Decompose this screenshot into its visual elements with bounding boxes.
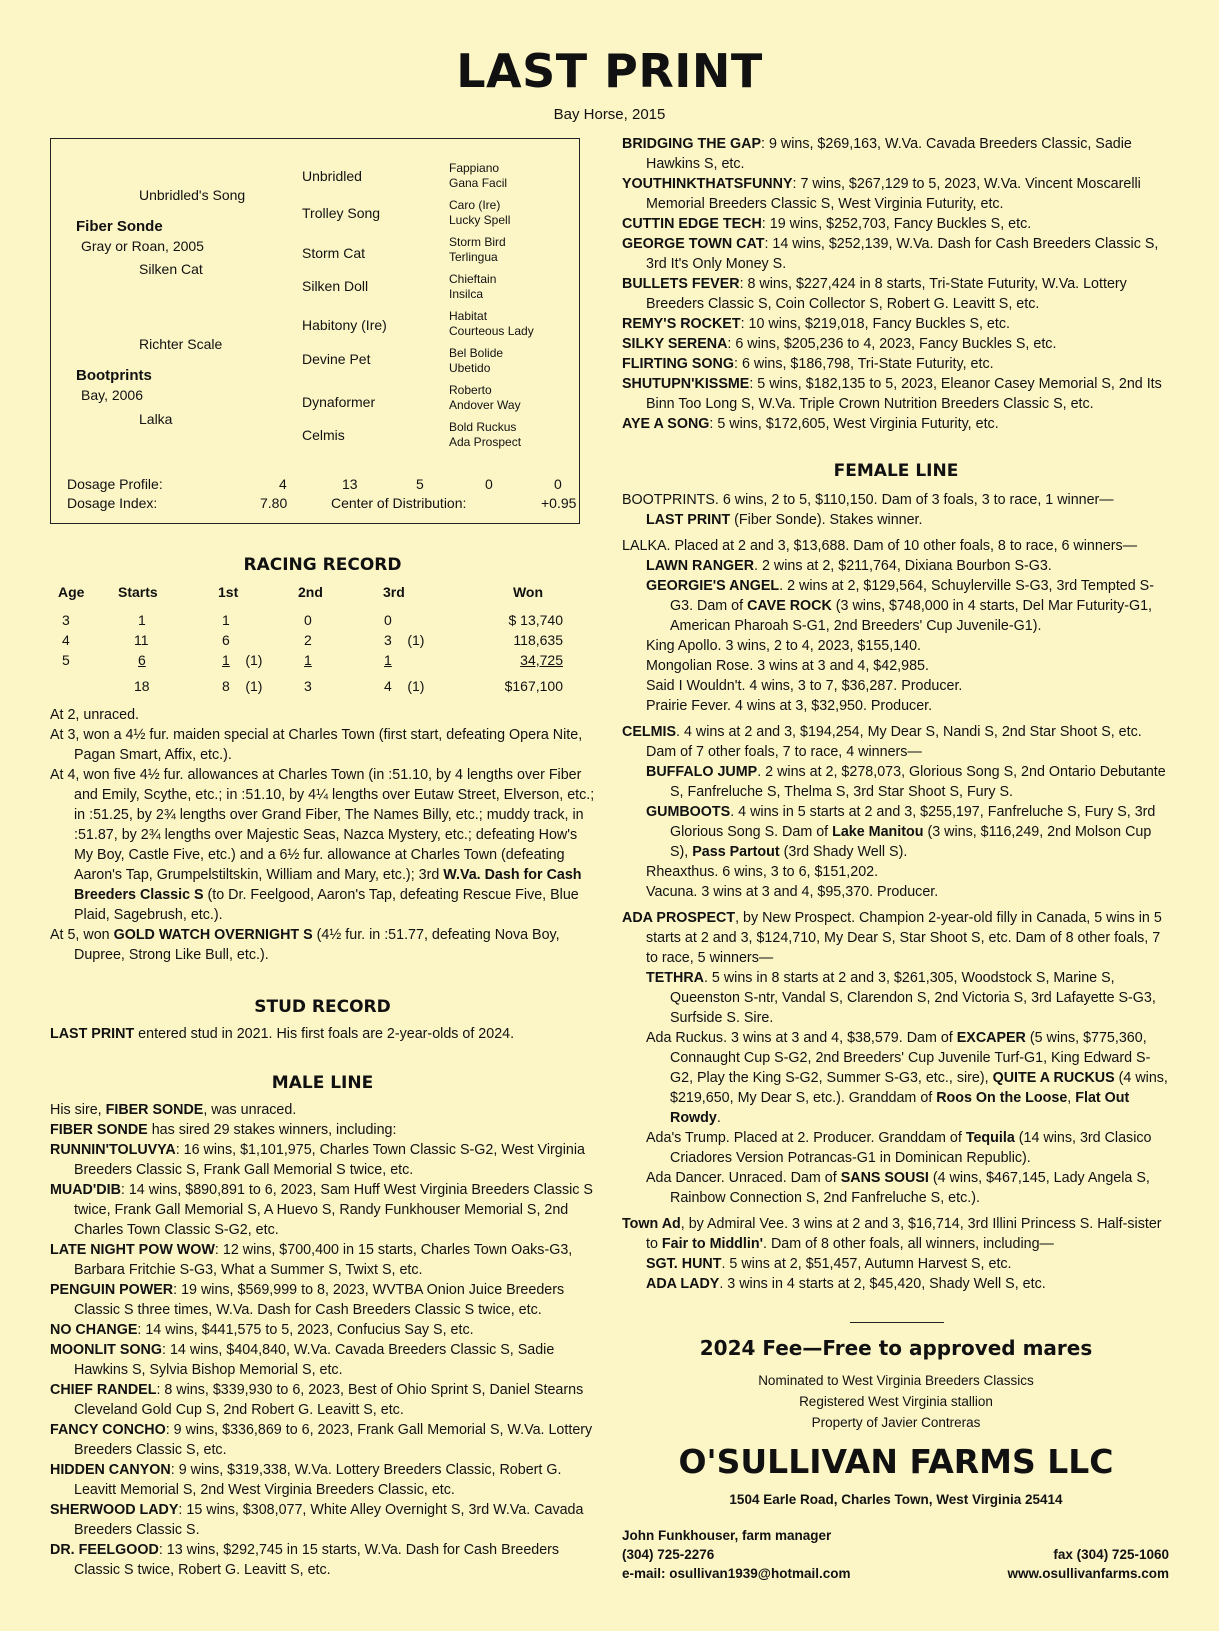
pedigree-g4: Courteous Lady	[449, 324, 534, 338]
pedigree-g2: Silken Cat	[139, 261, 203, 277]
pedigree-g3: Devine Pet	[302, 351, 371, 367]
pedigree-g3: Unbridled	[302, 168, 362, 184]
sire-name: Fiber Sonde	[76, 218, 163, 235]
dosage-profile-value: 5	[416, 476, 424, 492]
list-item: BULLETS FEVER: 8 wins, $227,424 in 8 starts, Tri-State Futurity, W.Va. Lottery Breeders Classic S, Coin Collector S, Robert G. Leavitt S, etc.	[622, 276, 1127, 312]
col-header: Starts	[118, 584, 158, 600]
table-row-total: 18 8 (1) 3 4 (1) $167,100	[134, 678, 563, 694]
farm-email[interactable]: e-mail: osullivan1939@hotmail.com	[622, 1566, 851, 1581]
pedigree-g4: Lucky Spell	[449, 213, 511, 227]
dam-desc: Bay, 2006	[81, 387, 144, 403]
dosage-profile-value: 13	[342, 476, 358, 492]
page-title: LAST PRINT	[456, 44, 763, 98]
pedigree-g3: Storm Cat	[302, 245, 366, 261]
pedigree-g2: Lalka	[139, 411, 173, 427]
pedigree-box	[50, 138, 580, 524]
farm-fax: fax (304) 725-1060	[1053, 1547, 1169, 1562]
racing-note: At 5, won GOLD WATCH OVERNIGHT S (4½ fur. in :51.77, defeating Nova Boy, Dupree, Strong Like Bull, etc.).	[50, 927, 560, 963]
racing-record-table	[58, 582, 563, 696]
pedigree-g4: Bold Ruckus	[449, 420, 517, 434]
pedigree-g4: Insilca	[449, 287, 484, 301]
pedigree-g4: Andover Way	[449, 398, 521, 412]
sire-desc: Gray or Roan, 2005	[81, 238, 204, 254]
list-item: DR. FEELGOOD: 13 wins, $292,745 in 15 starts, W.Va. Dash for Cash Breeders Classic S twice, Robert G. Leavitt S, etc.	[50, 1542, 560, 1578]
racing-record-heading: RACING RECORD	[243, 555, 402, 575]
list-item: MUAD'DIB: 14 wins, $890,891 to 6, 2023, Sam Huff West Virginia Breeders Classic S twice, Frank Gall Memorial S, A Huevo S, Randy Funkhouser Memorial S, 2nd Charles Town Classic S-G2, etc.	[50, 1182, 593, 1238]
col-header: Age	[58, 584, 85, 600]
horse-description: Bay Horse, 2015	[553, 106, 666, 123]
stud-record-heading: STUD RECORD	[254, 997, 391, 1017]
pedigree-g4: Habitat	[449, 309, 488, 323]
pedigree-g4: Bel Bolide	[449, 346, 504, 360]
pedigree-g3: Celmis	[302, 427, 345, 443]
list-item: HIDDEN CANYON: 9 wins, $319,338, W.Va. Lottery Breeders Classic, Robert G. Leavitt Memorial S, 2nd West Virginia Breeders Classic, etc.	[50, 1462, 562, 1498]
pedigree-g4: Gana Facil	[449, 176, 508, 190]
list-item: FLIRTING SONG: 6 wins, $186,798, Tri-State Futurity, etc.	[622, 356, 994, 372]
pedigree-g4: Storm Bird	[449, 235, 506, 249]
farm-phone: (304) 725-2276	[622, 1547, 715, 1562]
male-line-left: His sire, FIBER SONDE, was unraced. FIBER SONDE has sired 29 stakes winners, including: RUNNIN'TOLUVYA: 16 wins, $1,101,975, Charles Town Classic S-G2, West Virginia Breeders Classic S, Frank Gall Memorial S twice, etc. MUAD'DIB: 14 wins, $890,891 to 6, 2023, Sam Huff West Virginia Breeders Classic S twice, Frank Gall Memorial S, A Huevo S, Randy Funkhouser Memorial S, 2nd Charles Town Classic S-G2, etc. LATE NIGHT POW WOW: 12 wins, $700,400 in 15 starts, Charles Town Oaks-G3, Barbara Fritchie S-G3, What a Summer S, Twixt S, etc. PENGUIN POWER: 19 wins, $569,999 to 8, 2023, WVTBA Onion Juice Breeders Classic S three times, W.Va. Dash for Cash Breeders Classic S twice, etc. NO CHANGE: 14 wins, $441,575 to 5, 2023, Confucius Say S, etc. MOONLIT SONG: 14 wins, $404,840, W.Va. Cavada Breeders Classic S, Sadie Hawkins S, Sylvia Bishop Memorial S, etc. CHIEF RANDEL: 8 wins, $339,930 to 6, 2023, Best of Ohio Sprint S, Daniel Stearns Cleveland Gold Cup S, 2nd Robert G. Leavitt S, etc. FANCY CONCHO: 9 wins, $336,869 to 6, 2023, Frank Gall Memorial S, W.Va. Lottery Breeders Classic S, etc. HIDDEN CANYON: 9 wins, $319,338, W.Va. Lottery Breeders Classic, Robert G. Leavitt Memorial S, 2nd West Virginia Breeders Classic, etc. SHERWOOD LADY: 15 wins, $308,077, White Alley Overnight S, 3rd W.Va. Cavada Breeders Classic S. DR. FEELGOOD: 13 wins, $292,745 in 15 starts, W.Va. Dash for Cash Breeders Classic S twice, Robert G. Leavitt S, etc.	[50, 1100, 598, 1580]
pedigree-g2: Richter Scale	[139, 336, 223, 352]
pedigree-g4: Ubetido	[449, 361, 491, 375]
list-item: BRIDGING THE GAP: 9 wins, $269,163, W.Va. Cavada Breeders Classic, Sadie Hawkins S, etc.	[622, 136, 1132, 172]
pedigree-g4: Ada Prospect	[449, 435, 522, 449]
female-line-heading: FEMALE LINE	[833, 461, 959, 481]
list-item: MOONLIT SONG: 14 wins, $404,840, W.Va. Cavada Breeders Classic S, Sadie Hawkins S, Sylvia Bishop Memorial S, etc.	[50, 1342, 555, 1378]
female-line-text: BOOTPRINTS. 6 wins, 2 to 5, $110,150. Dam of 3 foals, 3 to race, 1 winner— LAST PRINT (Fiber Sonde). Stakes winner. LALKA. Placed at 2 and 3, $13,688. Dam of 10 other foals, 8 to race, 6 winners— LAWN RANGER. 2 wins at 2, $211,764, Dixiana Bourbon S-G3. GEORGIE'S ANGEL. 2 wins at 2, $129,564, Schuylerville S-G3, 3rd Tempted S-G3. Dam of CAVE ROCK (3 wins, $748,000 in 4 starts, Del Mar Futurity-G1, American Pharoah S-G1, 2nd Breeders' Cup Juvenile-G1). King Apollo. 3 wins, 2 to 4, 2023, $155,140. Mongolian Rose. 3 wins at 3 and 4, $42,985. Said I Wouldn't. 4 wins, 3 to 7, $36,287. Producer. Prairie Fever. 4 wins at 3, $32,950. Producer. CELMIS. 4 wins at 2 and 3, $194,254, My Dear S, Nandi S, 2nd Star Shoot S, etc. Dam of 7 other foals, 7 to race, 4 winners— BUFFALO JUMP. 2 wins at 2, $278,073, Glorious Song S, 2nd Ontario Debutante S, Fanfreluche S, Thelma S, 3rd Star Shoot S, Fury S. GUMBOOTS. 4 wins in 5 starts at 2 and 3, $255,197, Fanfreluche S, Fury S, 3rd Glorious Song S. Dam of Lake Manitou (3 wins, $116,249, 2nd Molson Cup S), Pass Partout (3rd Shady Well S). Rheaxthus. 6 wins, 3 to 6, $151,202. Vacuna. 3 wins at 3 and 4, $95,370. Producer. ADA PROSPECT, by New Prospect. Champion 2-year-old filly in Canada, 5 wins in 5 starts at 2 and 3, $124,710, My Dear S, Star Shoot S, etc. Dam of 8 other foals, 7 to race, 5 winners— TETHRA. 5 wins in 8 starts at 2 and 3, $261,305, Woodstock S, Marine S, Queenston S-ntr, Vandal S, Clarendon S, 2nd Victoria S, 3rd Lafayette S-G3, Surfside S. Sire. Ada Ruckus. 3 wins at 3 and 4, $38,579. Dam of EXCAPER (5 wins, $775,360, Connaught Cup S-G2, 2nd Breeders' Cup Juvenile Turf-G1, King Edward S-G2, Play the King S-G2, Summer S-G3, etc., sire), QUITE A RUCKUS (4 wins, $219,650, My Dear S, etc.). Granddam of Roos On the Loose, Flat Out Rowdy. Ada's Trump. Placed at 2. Producer. Granddam of Tequila (14 wins, 3rd Clasico Criadores Version Potrancas-G1 in Dominican Republic). Ada Dancer. Unraced. Dam of SANS SOUSI (4 wins, $467,145, Lady Angela S, Rainbow Connection S, 2nd Fanfreluche S, etc.). Town Ad, by Admiral Vee. 3 wins at 2 and 3, $16,714, 3rd Illini Princess S. Half-sister to Fair to Middlin'. Dam of 8 other foals, all winners, including— SGT. HUNT. 5 wins at 2, $51,457, Autumn Harvest S, etc. ADA LADY. 3 wins in 4 starts at 2, $45,420, Shady Well S, etc.	[622, 492, 1168, 1292]
pedigree-g3: Habitony (Ire)	[302, 317, 387, 333]
dosage-index-value: 7.80	[260, 495, 288, 511]
list-item: CUTTIN EDGE TECH: 19 wins, $252,703, Fancy Buckles S, etc.	[622, 216, 1032, 232]
cod-value: +0.95	[541, 495, 577, 511]
table-row: 5 6 1 (1) 1 1 34,725	[62, 652, 563, 668]
col-header: 1st	[218, 584, 239, 600]
male-line-right	[622, 134, 1170, 434]
pedigree-g4: Terlingua	[449, 250, 498, 264]
dosage-profile-value: 4	[279, 476, 287, 492]
farm-website[interactable]: www.osullivanfarms.com	[1007, 1566, 1169, 1581]
male-line-heading: MALE LINE	[271, 1073, 374, 1093]
farm-address: 1504 Earle Road, Charles Town, West Virginia 25414	[729, 1492, 1063, 1507]
cod-label: Center of Distribution:	[331, 495, 467, 511]
fee-title: 2024 Fee—Free to approved mares	[699, 1336, 1093, 1360]
list-item: CHIEF RANDEL: 8 wins, $339,930 to 6, 2023, Best of Ohio Sprint S, Daniel Stearns Cleveland Gold Cup S, 2nd Robert G. Leavitt S, etc.	[50, 1382, 584, 1418]
col-header: 3rd	[383, 584, 405, 600]
col-header: Won	[512, 584, 544, 600]
list-item: SHUTUPN'KISSME: 5 wins, $182,135 to 5, 2023, Eleanor Casey Memorial S, 2nd Its Binn Too Long S, W.Va. Triple Crown Nutrition Breeders Classic S, etc.	[622, 376, 1162, 412]
racing-note: At 2, unraced.	[50, 707, 140, 723]
divider	[850, 1322, 944, 1323]
pedigree-g3: Silken Doll	[302, 278, 369, 294]
fee-details: Nominated to West Virginia Breeders Classics Registered West Virginia stallion Property of Javier Contreras	[758, 1373, 1034, 1430]
farm-manager: John Funkhouser, farm manager	[622, 1528, 832, 1543]
pedigree-g4: Chieftain	[449, 272, 497, 286]
racing-note: At 4, won five 4½ fur. allowances at Charles Town (in :51.10, by 4 lengths over Fiber and Emily, Scythe, etc.; in :51.10, by 4¼ lengths over Eutaw Street, Elverson, etc.; in :51.25, by 2¾ lengths over Grand Fiber, The Names Billy, etc.; muddy track, in :51.87, by 2¾ lengths over Majestic Seas, Nazca Mystery, etc.; defeating How's My Boy, Castle Five, etc.) and a 6½ fur. allowance at Charles Town (defeating Aaron's Tap, Grumpelstiltskin, William and Mary, etc.); 3rd W.Va. Dash for Cash Breeders Classic S (to Dr. Feelgood, Aaron's Tap, defeating Rescue Five, Blue Plaid, Sagebrush, etc.).	[50, 767, 595, 923]
list-item: YOUTHINKTHATSFUNNY: 7 wins, $267,129 to 5, 2023, W.Va. Vincent Moscarelli Memorial Breeders Classic S, West Virginia Futurity, etc.	[622, 176, 1141, 212]
list-item: REMY'S ROCKET: 10 wins, $219,018, Fancy Buckles S, etc.	[622, 316, 1010, 332]
list-item: SILKY SERENA: 6 wins, $205,236 to 4, 2023, Fancy Buckles S, etc.	[622, 336, 1057, 352]
col-header: 2nd	[298, 584, 323, 600]
farm-name: O'SULLIVAN FARMS LLC	[678, 1442, 1114, 1481]
list-item: FANCY CONCHO: 9 wins, $336,869 to 6, 2023, Frank Gall Memorial S, W.Va. Lottery Breeders Classic S, etc.	[50, 1422, 593, 1458]
dosage-profile-value: 0	[554, 476, 562, 492]
dosage-index-label: Dosage Index:	[67, 495, 158, 511]
table-row: 4 11 6 2 3 (1) 118,635	[62, 632, 563, 648]
dam-name: Bootprints	[76, 367, 152, 384]
dosage-profile-label: Dosage Profile:	[67, 476, 163, 492]
list-item: NO CHANGE: 14 wins, $441,575 to 5, 2023, Confucius Say S, etc.	[50, 1322, 474, 1338]
list-item: GEORGE TOWN CAT: 14 wins, $252,139, W.Va. Dash for Cash Breeders Classic S, 3rd It's Only Money S.	[622, 236, 1159, 272]
list-item: SHERWOOD LADY: 15 wins, $308,077, White Alley Overnight S, 3rd W.Va. Cavada Breeders Classic S.	[50, 1502, 584, 1538]
racing-note: At 3, won a 4½ fur. maiden special at Charles Town (first start, defeating Opera Nite, Pagan Smart, Affix, etc.).	[50, 727, 583, 763]
list-item: RUNNIN'TOLUVYA: 16 wins, $1,101,975, Charles Town Classic S-G2, West Virginia Breeders Classic S, Frank Gall Memorial S twice, etc.	[50, 1142, 585, 1178]
pedigree-g4: Roberto	[449, 383, 492, 397]
pedigree-g3: Trolley Song	[302, 205, 381, 221]
stud-record-text: LAST PRINT entered stud in 2021. His first foals are 2-year-olds of 2024.	[50, 1026, 515, 1042]
racing-notes	[50, 705, 598, 965]
pedigree-g2: Unbridled's Song	[139, 187, 246, 203]
list-item: PENGUIN POWER: 19 wins, $569,999 to 8, 2023, WVTBA Onion Juice Breeders Classic S three times, W.Va. Dash for Cash Breeders Classic S twice, etc.	[50, 1282, 565, 1318]
list-item: AYE A SONG: 5 wins, $172,605, West Virginia Futurity, etc.	[622, 416, 999, 432]
list-item: LATE NIGHT POW WOW: 12 wins, $700,400 in 15 starts, Charles Town Oaks-G3, Barbara Fritchie S-G3, What a Summer S, Twixt S, etc.	[50, 1242, 573, 1278]
pedigree-g4: Caro (Ire)	[449, 198, 501, 212]
dosage-profile-value: 0	[485, 476, 493, 492]
table-row: 3 1 1 0 0 $ 13,740	[62, 612, 563, 628]
pedigree-g4: Fappiano	[449, 161, 500, 175]
pedigree-g3: Dynaformer	[302, 394, 376, 410]
